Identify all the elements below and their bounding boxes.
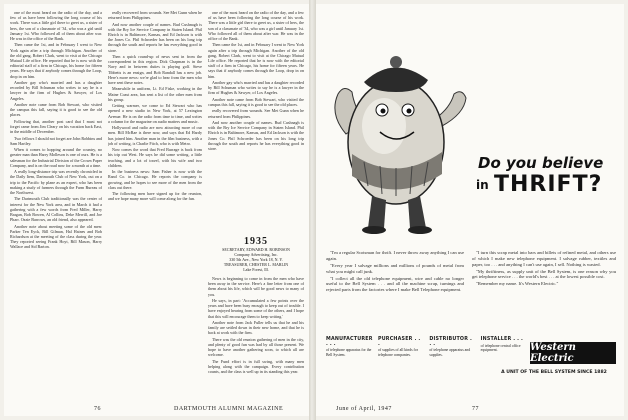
role-title: DISTRIBUTOR . . . xyxy=(429,337,472,347)
secretary-line: SECRETARY, EDWARD H. ROBINSON xyxy=(222,247,290,252)
left-column-1 xyxy=(10,10,102,388)
paragraph: really recovered from wounds. See Met Gunn when he returned from Philippines. xyxy=(108,10,202,21)
role-text: of telephone apparatus and supplies. xyxy=(429,348,471,357)
paragraph: In the business news: Sam Fisher is now with the Rand Co. in Chicago. He reports the company is growing, and he hopes to see more of the men from the class out there. xyxy=(108,169,202,190)
paragraph: Hollywood and radio are now attracting more of our men. Bill McRae is there now, and says that Ed Hardy has joined him. Another man in the film business, with a job of writing, is Charlie Fitch, who is with Metro. xyxy=(108,125,202,146)
paragraph: Meanwhile in uniform, Lt. Ed Fiske, working in the Maine Coast area, has sent a list of the other men from his group. xyxy=(108,86,202,102)
mascot-illustration xyxy=(324,14,474,244)
role-title: MANUFACTURER . . . xyxy=(326,337,373,347)
magazine-name: DARTMOUTH ALUMNI MAGAZINE xyxy=(174,406,284,412)
treasurer-address: Lake Forest, Ill. xyxy=(243,267,269,272)
paragraph: Then a quick round-up of news sent in from the correspondent in this region. Dick Chapman is in the Navy and in between duties is playing golf. Steve Tibbetts is an ensign, and Bob Randall has a new job. Here's more news: we're glad to hear from the men who have sent these notes. xyxy=(108,54,202,86)
right-page-number: 77 xyxy=(472,406,479,412)
paragraph: "Remember my name. It's Western Electric." xyxy=(476,281,559,287)
paragraph: Following that, another post card that I must not forget came from Jim Cleary on his vacation back East, in the middle of December. xyxy=(10,118,102,135)
role-item xyxy=(429,338,474,382)
paragraph: "Every year I salvage millions and millions of pounds of metal from what you might call junk. xyxy=(326,262,464,274)
paragraph: one of the most heard on the radio of the day, and a few of us have been following the long course of his work. There was a little girl there to greet us, a sister of hers, the son of a classmate of '34, who was a girl until January 1st. Who followed all of them about after war. He was in the office of the Bank. xyxy=(10,10,102,42)
paragraph: The Dartmouth Club traditionally was the center of interest for the New York area, and in March it had a gathering with a few words from Fred Miller, Harry Bragan, Bob Bowen, Al Collins, Deke Merrill, and Joe Pharr. Ozzie Barrows, an old friend, also appeared. xyxy=(10,196,102,223)
left-column-3a xyxy=(208,10,304,232)
ad-headline-line1: Do you believe xyxy=(478,154,604,172)
role-title: PURCHASER . . . xyxy=(378,337,421,347)
role-text: of supplies of all kinds for telephone companies. xyxy=(378,348,418,357)
paragraph: "I turn this scrap metal into bars and billets of refined metal, and others use of which I make new telephone equipment. I salvage rubber, textiles and paper, too . . . and anything I can't use again, I sell. Nothing is wasted. xyxy=(472,250,616,267)
role-item xyxy=(378,338,423,382)
paragraph: Then came the 1st, and in February I went to New York again after a trip through Michigan. Another of the old gang, Robert Clark, went to visit at the Chicago Mutual Life office. He reported that he is now with the editorial staff of a firm in Chicago, his home for fifteen years. He says that if anybody comes through the Loop, drop in on him. xyxy=(10,42,102,79)
page-gutter xyxy=(309,0,316,420)
secretary-address: 330 5th Ave., New York 18, N. Y. xyxy=(229,257,283,262)
role-text: of telephone central office equipment. xyxy=(480,343,521,353)
ad-headline-line3: THRIFT? xyxy=(494,172,603,197)
paragraph: Two fellows I should not forget are John Robbins and Sam Hartley. xyxy=(10,135,102,146)
ad-tagline: A UNIT OF THE BELL SYSTEM SINCE 1882 xyxy=(501,370,607,375)
paragraph: one of the most heard on the radio of the day, and a few of us have been following the long course of his work. There was a little girl there to greet us, a sister of hers, the son of a classmate of '34, who was a girl until January 1st. Who followed all of them about after war. He was in the office of the Bank. xyxy=(208,10,304,42)
ad-headline-line2: in xyxy=(476,178,489,192)
class-number: 1935 xyxy=(244,236,268,247)
paragraph: Another gay who's married and has a daughter recorded by Bill Schuman who writes to say he is a lawyer in the firm of Hughes & Sawyer, of Los Angeles. xyxy=(10,80,102,101)
paragraph: Getting warmer, we come to Ed Stewart who has opened a new studio in New York, at 57 Lexington Avenue. He is on the radio from time to time, and writes a column for the magazine on audio matters and music. xyxy=(108,103,202,124)
paragraph: Then came the 1st, and in February I went to New York again after a trip through Michigan. Another of the old gang, Robert Clark, went to visit at the Chicago Mutual Life office. He reported that he is now with the editorial staff of a firm in Chicago, his home for fifteen years. He says that if anybody comes through the Loop, drop in on him. xyxy=(208,42,304,79)
role-flow xyxy=(326,338,526,382)
secretary-company: Company Advertising, Inc. xyxy=(234,252,278,257)
paragraph: "My thriftiness, as supply unit of the Bell System, is one reason why you get telephone service . . . the world's best . . . at the lowest possible cost. xyxy=(472,268,616,280)
ad-body-left xyxy=(326,250,464,332)
right-page-ad xyxy=(316,4,624,416)
role-item xyxy=(481,338,526,382)
left-column-2 xyxy=(108,10,202,388)
brand-name: Western Electric xyxy=(530,342,576,364)
paragraph: A really long-distance trip was recently chronicled in the Daily Item, Dartmouth Club of New York, out on a trip to the Pacific by plane as an expert, who has been making a study of farmers through the Farm Bureau of the Northwest. xyxy=(10,169,102,196)
role-title: INSTALLER . . . xyxy=(480,337,524,342)
paragraph: Another note from Jack Fuller tells us that he and his family are settled down in their new home, and that he is back at work with the firm. xyxy=(208,320,304,336)
right-page-issue: June of April, 1947 xyxy=(336,406,392,412)
paragraph: Another gay who's married and has a daughter recorded by Bill Schuman who writes to say he is a lawyer in the firm of Hughes & Sawyer, of Los Angeles. xyxy=(208,80,304,96)
paragraph: really recovered from wounds. See Met Gunn when he returned from Philippines. xyxy=(208,108,304,119)
left-column-3b xyxy=(208,276,304,388)
paragraph: "I'm a regular Scotsman for thrift. I never throw away anything I can use again. xyxy=(326,250,464,261)
role-text: of telephone apparatus for the Bell System. xyxy=(326,348,372,357)
paragraph: And now another couple of names. Bud Cushnagh is with the Bry Ice Service Company in Staten Island. Phil Ehrich is in Baltimore, Kansas, and Ed Jackson is with the Jones Co. Phil Schroeder has been on his long trip through the south and reports he has everything good in store. xyxy=(208,120,304,152)
paragraph: Another note came from Bob Stewart, who visited the campus this fall, saying it is good to see the old places. xyxy=(10,102,102,118)
paragraph: He says, in part: 'Accumulated a few points over the years and have been busy enough to keep out of trouble. I have enjoyed hearing from some of the others, and I hope that this will encourage them to keep writing.' xyxy=(208,298,304,319)
left-page-number: 76 xyxy=(94,406,101,412)
paragraph: News is beginning to come in from the men who have been away in the service. Here's a fine letter from one of them about his life, which will be good news to many of you. xyxy=(208,276,304,297)
paragraph: Another note about meeting some of the old men: Parker Ten Eyck, Bill Gilman, Hal Haines and Bob Richardson at the meeting of the class during the year. They reported seeing Frank Hoyt, Bill Mason, Harry Wallace and Sid Barton. xyxy=(10,223,102,250)
class-heading xyxy=(208,236,304,272)
paragraph: The following men have signed up for the reunion, and we hope many more will come along for the fun. xyxy=(108,191,202,202)
treasurer-line: TREASURER, CHESTER L. MARLIN xyxy=(223,262,289,267)
left-page xyxy=(4,4,309,416)
paragraph: The Fund effort is in full swing, with many men helping along with the campaign. Every contribution counts, and the class is well up in its standing this year. xyxy=(208,358,304,375)
paragraph: There was the old reunion gathering of men in the city, and plenty of good fun was had by all those present. We hope to have another gathering soon, to which all are welcome. xyxy=(208,336,304,358)
ad-body-right xyxy=(472,250,616,332)
paragraph: When it comes to hopping around the country, no greater man than Harry Molleson is one of ours. He is a salesman for the Industrial Division of the Crown Paper Company, and is on the road now for a month at a time. xyxy=(10,147,102,168)
role-item xyxy=(326,338,372,382)
paragraph: And now another couple of names. Bud Cushnagh is with the Bry Ice Service Company in Staten Island. Phil Ehrich is in Baltimore, Kansas, and Ed Jackson is with the Jones Co. Phil Schroeder has been on his long trip through the south and reports he has everything good in store. xyxy=(108,21,202,53)
paragraph: Now comes the word that Fred Burrage is back from his trip out West. He says he did some writing, a little teaching, and a lot of travel, with his wife and two children. xyxy=(108,147,202,168)
western-electric-logo xyxy=(530,342,616,364)
paragraph: "I collect all the old telephone equipment, wire and cable no longer useful to the Bell System . . . and all the machine scrap, turnings and rejected parts from the factories where I make Bell Telephone equipment. xyxy=(326,275,464,293)
paragraph: Another note came from Bob Stewart, who visited the campus this fall, saying it is good to see the old places. xyxy=(208,96,304,108)
